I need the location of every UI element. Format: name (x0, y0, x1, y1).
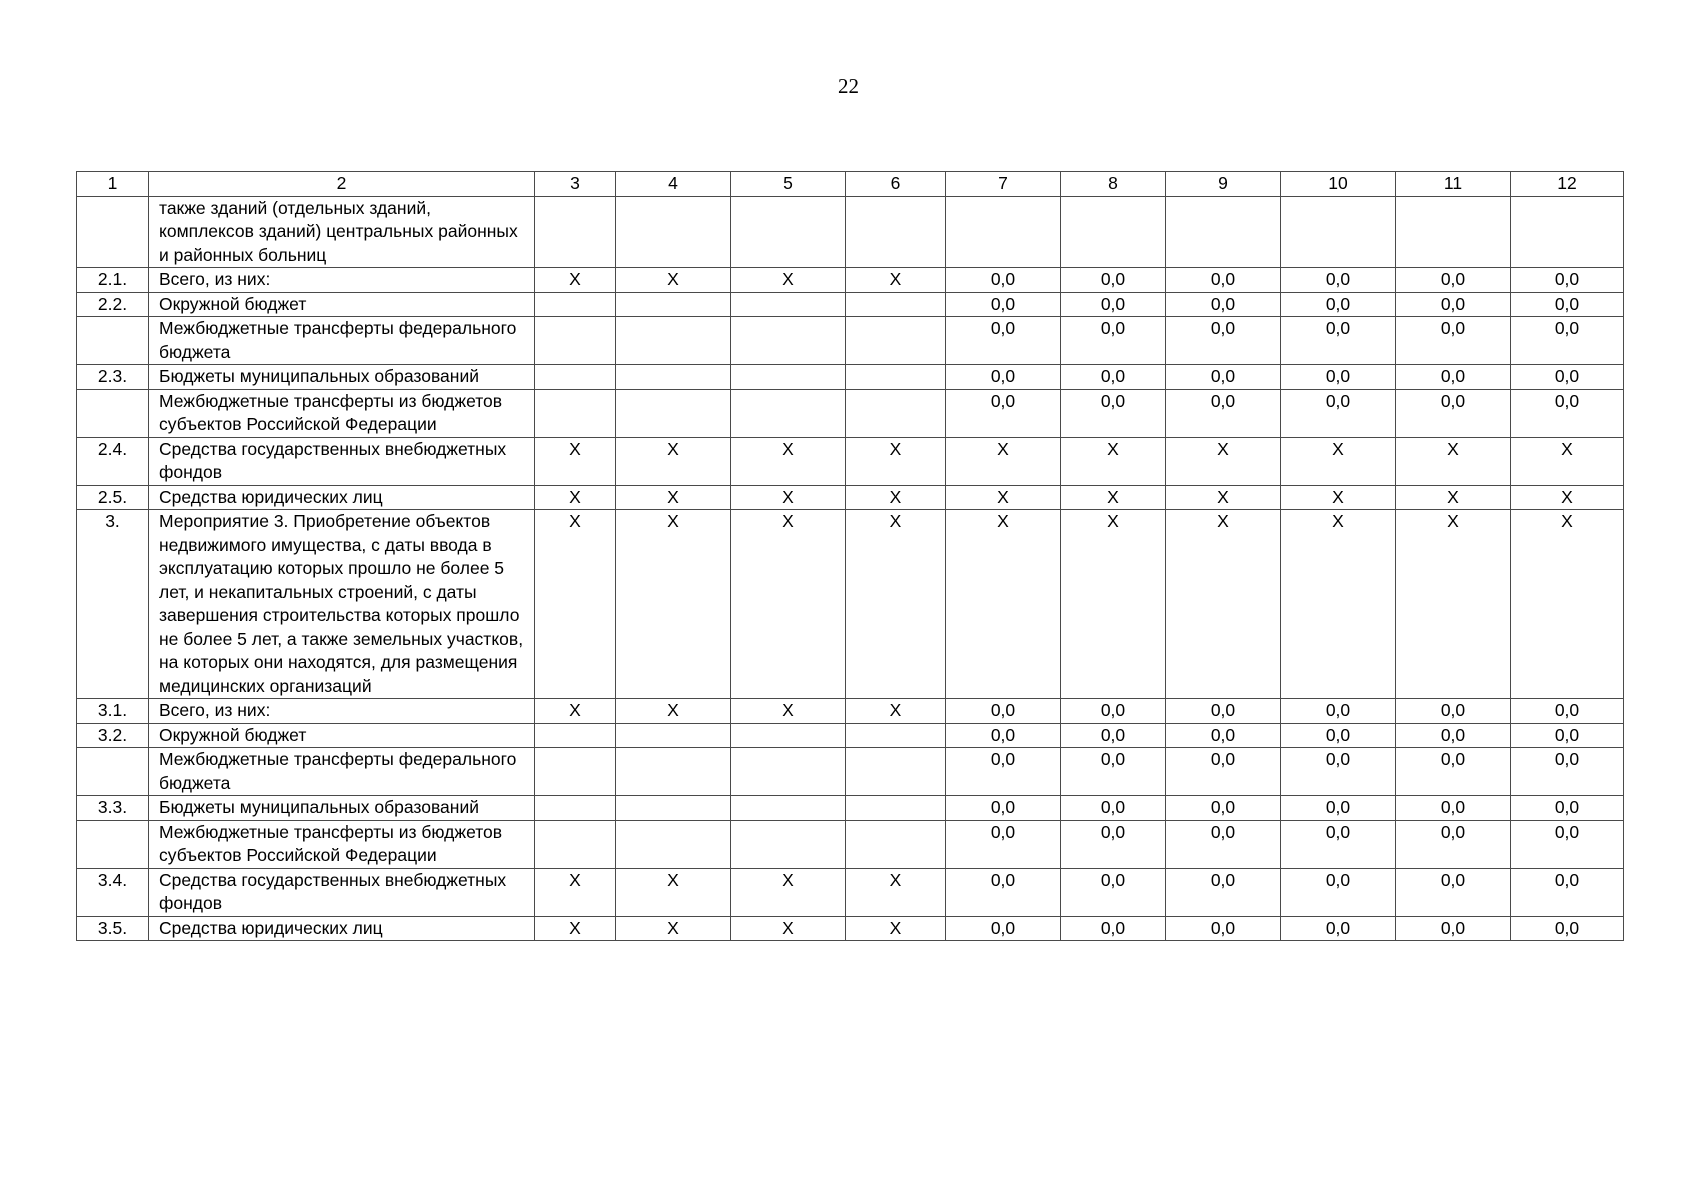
value-cell: X (535, 699, 616, 724)
value-cell: 0,0 (1281, 365, 1396, 390)
value-cell (616, 365, 731, 390)
value-cell: X (1281, 510, 1396, 699)
value-cell: 0,0 (1511, 916, 1624, 941)
value-cell: 0,0 (946, 292, 1061, 317)
table-row (77, 365, 1624, 390)
value-cell: 0,0 (1396, 699, 1511, 724)
value-cell (1396, 196, 1511, 268)
value-cell: 0,0 (1061, 868, 1166, 916)
value-cell (731, 389, 846, 437)
value-cell: X (946, 485, 1061, 510)
value-cell: X (731, 868, 846, 916)
value-cell: X (846, 485, 946, 510)
value-cell: X (731, 437, 846, 485)
value-cell (846, 292, 946, 317)
value-cell: X (616, 868, 731, 916)
row-number-cell: 3.5. (77, 916, 149, 941)
row-description-cell: Бюджеты муниципальных образований (149, 365, 535, 390)
value-cell (616, 317, 731, 365)
table-row (77, 510, 1624, 699)
value-cell: X (535, 485, 616, 510)
value-cell: 0,0 (946, 868, 1061, 916)
value-cell: 0,0 (1061, 723, 1166, 748)
value-cell (731, 317, 846, 365)
value-cell: 0,0 (946, 916, 1061, 941)
value-cell (731, 292, 846, 317)
table-body (77, 196, 1624, 941)
value-cell: 0,0 (1396, 796, 1511, 821)
column-header: 11 (1396, 172, 1511, 197)
value-cell (535, 796, 616, 821)
row-number-cell: 3.4. (77, 868, 149, 916)
value-cell: 0,0 (1396, 723, 1511, 748)
value-cell: 0,0 (1396, 916, 1511, 941)
column-header: 8 (1061, 172, 1166, 197)
value-cell (535, 820, 616, 868)
row-number-cell: 3. (77, 510, 149, 699)
row-description-cell: Межбюджетные трансферты из бюджетов субъектов Российской Федерации (149, 389, 535, 437)
column-header: 2 (149, 172, 535, 197)
value-cell: 0,0 (1396, 268, 1511, 293)
value-cell: X (1166, 485, 1281, 510)
value-cell (731, 723, 846, 748)
value-cell: X (1281, 437, 1396, 485)
value-cell (535, 365, 616, 390)
value-cell (946, 196, 1061, 268)
value-cell: 0,0 (1511, 268, 1624, 293)
table-row (77, 292, 1624, 317)
value-cell: X (1511, 437, 1624, 485)
row-description-cell: Межбюджетные трансферты из бюджетов субъектов Российской Федерации (149, 820, 535, 868)
value-cell: 0,0 (1281, 268, 1396, 293)
value-cell: 0,0 (1061, 317, 1166, 365)
value-cell: 0,0 (1061, 820, 1166, 868)
value-cell: 0,0 (1511, 723, 1624, 748)
value-cell: X (731, 699, 846, 724)
value-cell: 0,0 (1281, 292, 1396, 317)
value-cell (616, 748, 731, 796)
value-cell: X (846, 510, 946, 699)
value-cell: 0,0 (946, 723, 1061, 748)
value-cell (731, 196, 846, 268)
value-cell: 0,0 (1511, 365, 1624, 390)
value-cell: 0,0 (946, 699, 1061, 724)
value-cell: 0,0 (1511, 292, 1624, 317)
row-number-cell: 3.1. (77, 699, 149, 724)
value-cell: 0,0 (1281, 748, 1396, 796)
value-cell: 0,0 (1281, 389, 1396, 437)
column-header: 7 (946, 172, 1061, 197)
value-cell: 0,0 (1166, 699, 1281, 724)
value-cell: 0,0 (1166, 723, 1281, 748)
table-row (77, 699, 1624, 724)
value-cell (616, 389, 731, 437)
value-cell: 0,0 (1166, 868, 1281, 916)
value-cell: 0,0 (1511, 699, 1624, 724)
value-cell: 0,0 (1166, 317, 1281, 365)
value-cell: 0,0 (1061, 699, 1166, 724)
row-number-cell: 2.5. (77, 485, 149, 510)
value-cell: 0,0 (1166, 820, 1281, 868)
value-cell: 0,0 (1396, 748, 1511, 796)
value-cell: 0,0 (1061, 796, 1166, 821)
value-cell: X (535, 437, 616, 485)
value-cell: 0,0 (946, 365, 1061, 390)
value-cell: 0,0 (1061, 292, 1166, 317)
value-cell: 0,0 (946, 268, 1061, 293)
table-row (77, 485, 1624, 510)
value-cell: X (846, 916, 946, 941)
value-cell: 0,0 (1281, 699, 1396, 724)
value-cell: X (616, 485, 731, 510)
row-number-cell (77, 317, 149, 365)
table-header-row (77, 172, 1624, 197)
value-cell: 0,0 (946, 748, 1061, 796)
row-description-cell: Средства государственных внебюджетных фондов (149, 868, 535, 916)
value-cell (535, 196, 616, 268)
value-cell (616, 292, 731, 317)
table-row (77, 268, 1624, 293)
value-cell: X (731, 916, 846, 941)
table-row (77, 916, 1624, 941)
value-cell (1061, 196, 1166, 268)
row-description-cell: Средства государственных внебюджетных фондов (149, 437, 535, 485)
value-cell: X (616, 437, 731, 485)
value-cell (846, 796, 946, 821)
value-cell (616, 796, 731, 821)
value-cell: X (846, 268, 946, 293)
value-cell: 0,0 (1061, 268, 1166, 293)
value-cell (731, 820, 846, 868)
value-cell: 0,0 (1166, 389, 1281, 437)
value-cell: X (731, 268, 846, 293)
value-cell: X (1281, 485, 1396, 510)
value-cell: X (946, 437, 1061, 485)
value-cell: X (1396, 510, 1511, 699)
value-cell: X (1511, 510, 1624, 699)
value-cell (535, 748, 616, 796)
value-cell: 0,0 (1396, 317, 1511, 365)
value-cell: X (846, 868, 946, 916)
value-cell: 0,0 (1166, 796, 1281, 821)
value-cell: 0,0 (1166, 748, 1281, 796)
value-cell: X (1166, 437, 1281, 485)
value-cell (1511, 196, 1624, 268)
column-header: 12 (1511, 172, 1624, 197)
row-description-cell: Всего, из них: (149, 268, 535, 293)
value-cell (846, 317, 946, 365)
value-cell: 0,0 (1061, 748, 1166, 796)
column-header: 1 (77, 172, 149, 197)
value-cell (535, 389, 616, 437)
value-cell (731, 365, 846, 390)
value-cell (846, 748, 946, 796)
value-cell: X (535, 868, 616, 916)
table-row (77, 868, 1624, 916)
value-cell (846, 389, 946, 437)
value-cell: X (616, 699, 731, 724)
value-cell (1166, 196, 1281, 268)
table-row (77, 723, 1624, 748)
row-description-cell: Окружной бюджет (149, 723, 535, 748)
table-row (77, 820, 1624, 868)
value-cell: X (616, 268, 731, 293)
row-description-cell: Окружной бюджет (149, 292, 535, 317)
value-cell: 0,0 (1396, 389, 1511, 437)
value-cell: 0,0 (1281, 820, 1396, 868)
value-cell: 0,0 (1061, 389, 1166, 437)
value-cell: 0,0 (1281, 868, 1396, 916)
value-cell: 0,0 (1396, 820, 1511, 868)
value-cell: X (535, 268, 616, 293)
value-cell: 0,0 (946, 389, 1061, 437)
value-cell (846, 196, 946, 268)
row-number-cell: 2.2. (77, 292, 149, 317)
value-cell (535, 723, 616, 748)
row-description-cell: Средства юридических лиц (149, 485, 535, 510)
row-description-cell: Межбюджетные трансферты федерального бюджета (149, 317, 535, 365)
value-cell: X (846, 437, 946, 485)
column-header: 9 (1166, 172, 1281, 197)
row-description-cell: Бюджеты муниципальных образований (149, 796, 535, 821)
value-cell: X (1061, 485, 1166, 510)
row-number-cell (77, 748, 149, 796)
column-header: 3 (535, 172, 616, 197)
value-cell: X (535, 510, 616, 699)
row-number-cell (77, 196, 149, 268)
value-cell (535, 317, 616, 365)
value-cell: X (1166, 510, 1281, 699)
value-cell: X (946, 510, 1061, 699)
value-cell: 0,0 (1166, 292, 1281, 317)
value-cell: 0,0 (946, 820, 1061, 868)
value-cell: X (535, 916, 616, 941)
value-cell: 0,0 (1281, 796, 1396, 821)
value-cell: X (846, 699, 946, 724)
value-cell: 0,0 (1511, 868, 1624, 916)
row-number-cell (77, 389, 149, 437)
value-cell: X (616, 510, 731, 699)
value-cell (535, 292, 616, 317)
value-cell (846, 365, 946, 390)
value-cell (616, 723, 731, 748)
value-cell: 0,0 (1166, 365, 1281, 390)
value-cell (616, 820, 731, 868)
row-number-cell: 3.2. (77, 723, 149, 748)
value-cell: X (1396, 485, 1511, 510)
row-number-cell: 2.1. (77, 268, 149, 293)
value-cell (846, 723, 946, 748)
value-cell: X (1396, 437, 1511, 485)
column-header: 4 (616, 172, 731, 197)
value-cell (1281, 196, 1396, 268)
row-description-cell: Всего, из них: (149, 699, 535, 724)
value-cell: 0,0 (1166, 916, 1281, 941)
value-cell: X (731, 485, 846, 510)
value-cell: 0,0 (946, 796, 1061, 821)
value-cell: 0,0 (1061, 365, 1166, 390)
value-cell (616, 196, 731, 268)
value-cell: 0,0 (1511, 317, 1624, 365)
value-cell: 0,0 (1511, 389, 1624, 437)
value-cell: X (1511, 485, 1624, 510)
row-number-cell (77, 820, 149, 868)
value-cell: 0,0 (1281, 317, 1396, 365)
value-cell: 0,0 (1511, 748, 1624, 796)
value-cell: X (731, 510, 846, 699)
budget-table (76, 171, 1624, 941)
value-cell: 0,0 (946, 317, 1061, 365)
column-header: 6 (846, 172, 946, 197)
column-header: 10 (1281, 172, 1396, 197)
value-cell: 0,0 (1396, 292, 1511, 317)
value-cell (731, 748, 846, 796)
table-row (77, 389, 1624, 437)
table-row (77, 748, 1624, 796)
row-description-cell: Межбюджетные трансферты федерального бюджета (149, 748, 535, 796)
value-cell: 0,0 (1281, 916, 1396, 941)
value-cell: 0,0 (1396, 868, 1511, 916)
value-cell (731, 796, 846, 821)
column-header: 5 (731, 172, 846, 197)
value-cell: 0,0 (1061, 916, 1166, 941)
value-cell: 0,0 (1396, 365, 1511, 390)
row-number-cell: 2.4. (77, 437, 149, 485)
value-cell: 0,0 (1511, 820, 1624, 868)
value-cell: 0,0 (1511, 796, 1624, 821)
row-description-cell: Мероприятие 3. Приобретение объектов недвижимого имущества, с даты ввода в эксплуатацию которых прошло не более 5 лет, и некапитальных строений, с даты завершения строительства которых прошло не более 5 лет, а также земельных участков, на которых они находятся, для размещения медицинских организаций (149, 510, 535, 699)
row-number-cell: 3.3. (77, 796, 149, 821)
value-cell: X (616, 916, 731, 941)
value-cell: X (1061, 437, 1166, 485)
value-cell: X (1061, 510, 1166, 699)
table-row (77, 796, 1624, 821)
row-description-cell: также зданий (отдельных зданий, комплексов зданий) центральных районных и районных больниц (149, 196, 535, 268)
table-row (77, 196, 1624, 268)
value-cell: 0,0 (1166, 268, 1281, 293)
row-description-cell: Средства юридических лиц (149, 916, 535, 941)
table-row (77, 437, 1624, 485)
value-cell: 0,0 (1281, 723, 1396, 748)
row-number-cell: 2.3. (77, 365, 149, 390)
page-number: 22 (838, 74, 859, 98)
value-cell (846, 820, 946, 868)
table-row (77, 317, 1624, 365)
